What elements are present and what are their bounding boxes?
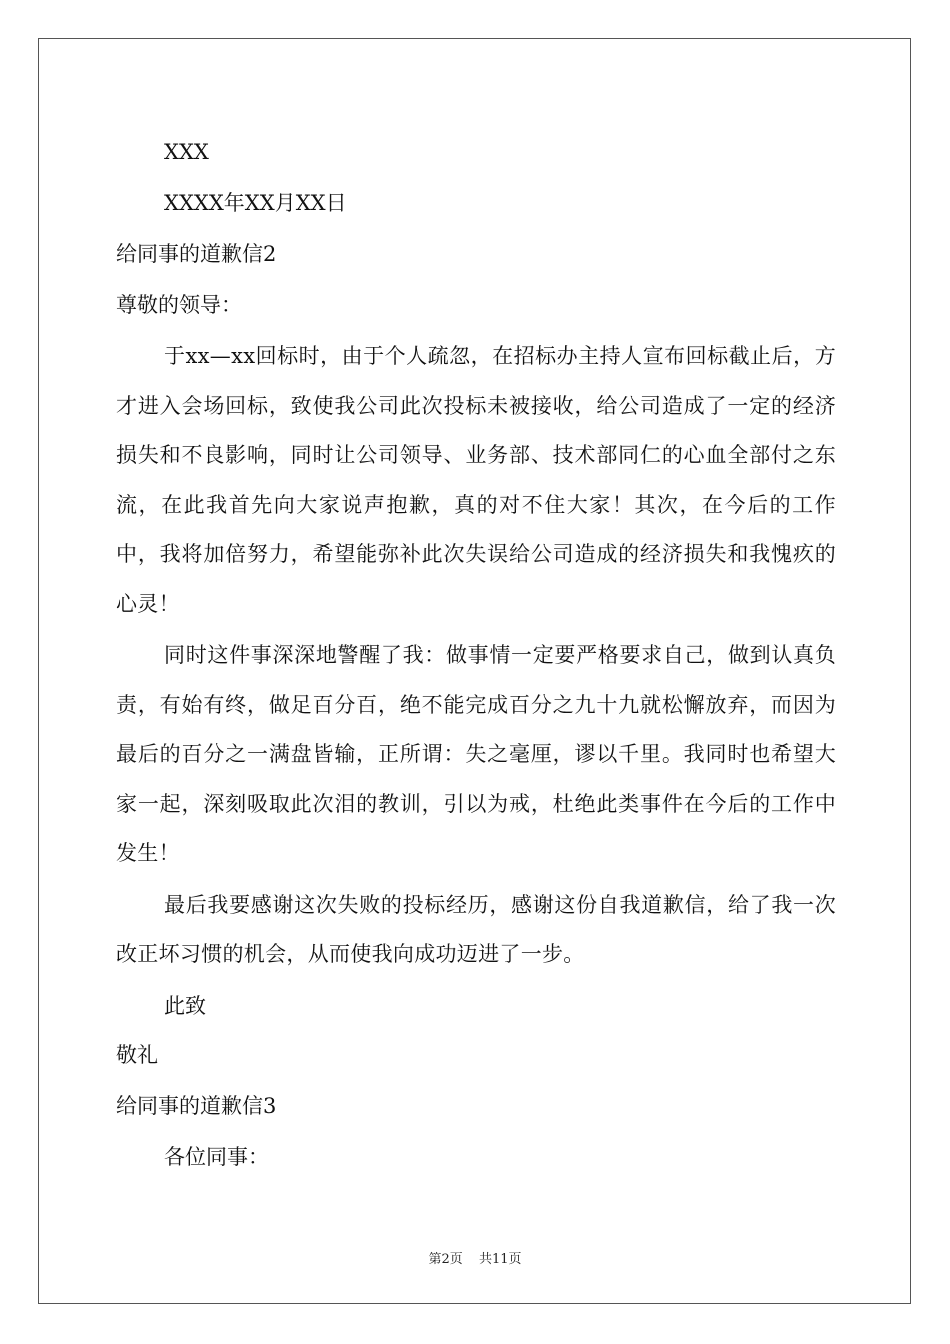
letter2-paragraph-2: 同时这件事深深地警醒了我：做事情一定要严格要求自己，做到认真负责，有始有终，做足百分百，绝不能完成百分之九十九就松懈放弃，而因为最后的百分之一满盘皆输，正所谓：失之毫厘，谬以千里。我同时也希望大家一起，深刻吸取此次泪的教训，引以为戒，杜绝此类事件在今后的工作中发生！ [116, 643, 836, 865]
letter2-closing-2: 敬礼 [116, 1042, 158, 1067]
letter2-salutation: 尊敬的领导： [116, 293, 242, 317]
page-number-current: 第2页 [428, 1252, 463, 1267]
letter3-title: 给同事的道歉信3 [116, 1093, 277, 1118]
signature-name: XXX [164, 140, 209, 164]
letter2-paragraph-1: 于xx—xx回标时，由于个人疏忽，在招标办主持人宣布回标截止后，方才进入会场回标，致使我公司此次投标未被接收，给公司造成了一定的经济损失和不良影响，同时让公司领导、业务部、技术部同仁的心血全部付之东流，在此我首先向大家说声抱歉，真的对不住大家！其次，在今后的工作中，我将加倍努力，希望能弥补此次失误给公司造成的经济损失和我愧疚的心灵！ [116, 344, 836, 616]
signature-date: XXXX年XX月XX日 [164, 191, 347, 215]
letter2-title: 给同事的道歉信2 [116, 242, 277, 266]
page-footer [0, 1248, 950, 1267]
letter2-closing-1: 此致 [164, 993, 206, 1018]
letter2-paragraph-3: 最后我要感谢这次失败的投标经历，感谢这份自我道歉信，给了我一次改正坏习惯的机会，从而使我向成功迈进了一步。 [116, 892, 836, 966]
letter3-salutation: 各位同事： [164, 1144, 269, 1169]
page-number-total: 共11页 [478, 1252, 522, 1267]
document-body [116, 128, 836, 1182]
